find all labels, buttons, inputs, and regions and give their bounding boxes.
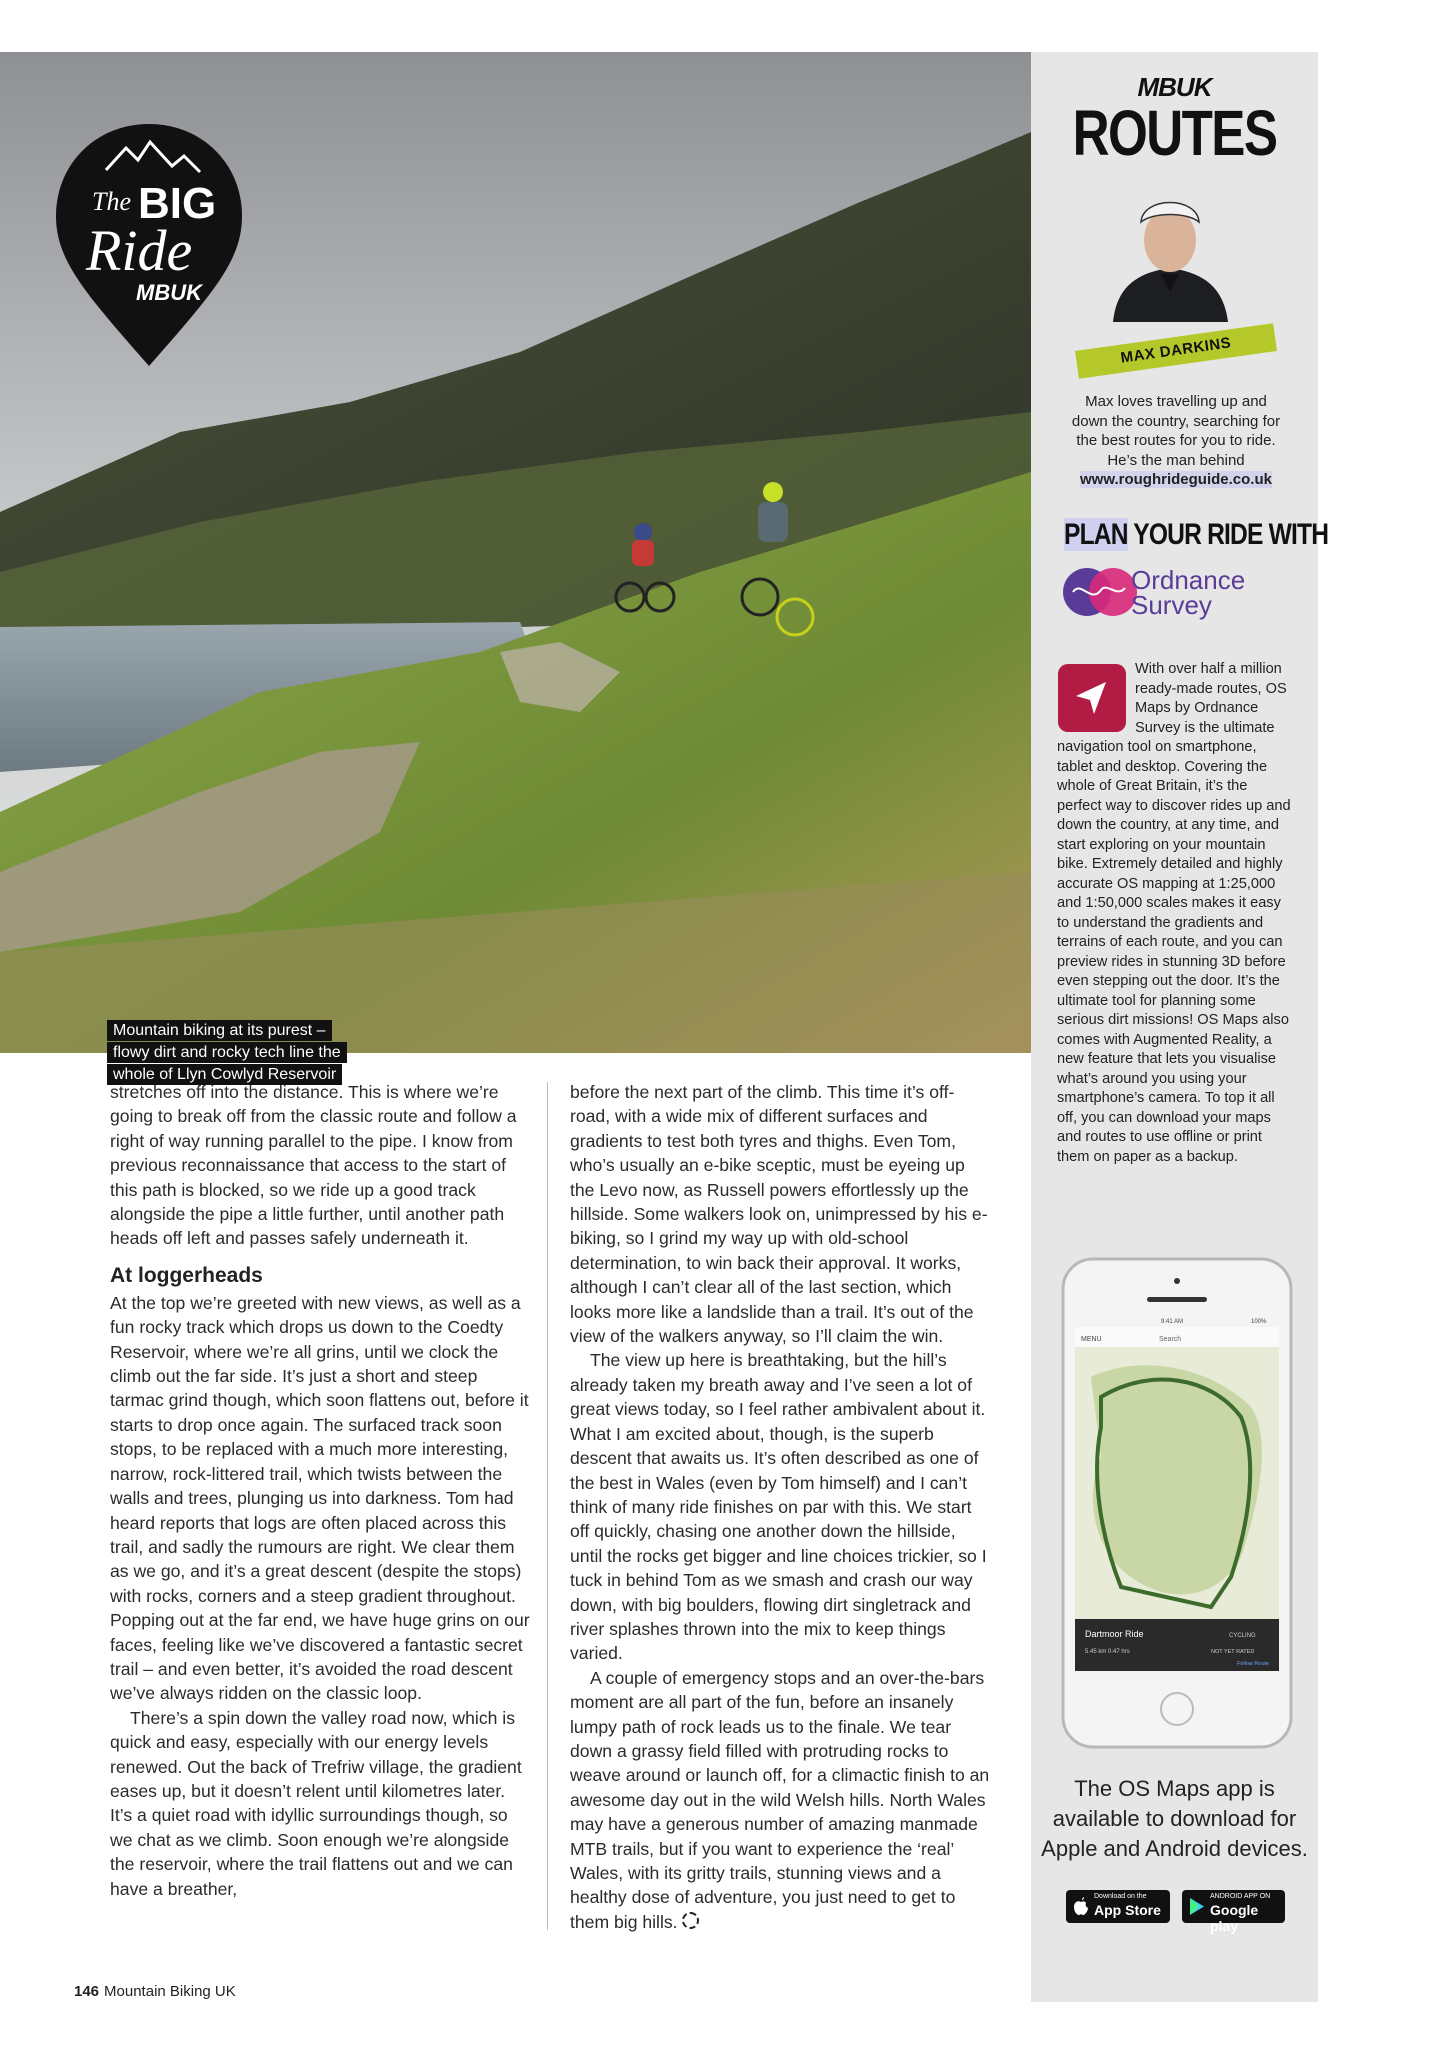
app-store-label: App Store [1094, 1902, 1161, 1918]
phone-search: Search [1159, 1336, 1182, 1343]
google-play-label: Google play [1210, 1902, 1259, 1934]
os-name-line: Ordnance [1131, 565, 1246, 595]
caption-line: flowy dirt and rocky tech line the [107, 1042, 347, 1063]
hero-photo [0, 52, 1031, 1083]
google-play-badge[interactable] [1182, 1890, 1285, 1934]
phone-rating: NOT YET RATED [1211, 1649, 1255, 1655]
os-description-text: With over half a million ready-made routes, OS Maps by Ordnance Survey is the ultimate navigation tool on smartphone, tablet and desktop. Covering the whole of Great Britain, it’s the perfect way to discover rides up and down the country, at any time, and start exploring on your mountain bike. Extremely detailed and highly accurate OS mapping at 1:25,000 and 1:50,000 scales makes it easy to understand the gradients and terrains of each route, and you can preview rides in stunning 3D before even stepping out the door. It’s the ultimate tool for planning some serious dirt missions! OS Maps also comes with Augmented Reality, a new feature that lets you visualise what’s around you using your smartphone’s camera. To top it all off, you can download your maps and routes to use offline or print them on paper as a backup. [1057, 661, 1291, 1165]
phone-route-title: Dartmoor Ride [1085, 1629, 1144, 1639]
availability-text: The OS Maps app is available to download for Apple and Android devices. [1041, 1776, 1308, 1861]
end-mark-icon [682, 1912, 699, 1929]
article-column-2 [570, 1080, 990, 1934]
author-portrait [1103, 182, 1238, 322]
ordnance-survey-name [1131, 565, 1246, 620]
paragraph: There’s a spin down the valley road now, which is quick and easy, especially with our energy levels renewed. Out the back of Trefriw village, the gradient eases up, but it doesn’t relent until kilometres later. It’s a quiet road with idyllic surroundings though, so we chat as we climb. Soon enough we’re alongside the reservoir, where the trail flattens out and we can have a breather, [110, 1707, 522, 1899]
paragraph-text: A couple of emergency stops and an over-the-bars moment are all part of the fun, before an insanely lumpy path of rock leads us to the finale. We tear down a grassy field filled with protruding rocks to weave around or launch off, for a climactic finish to an awesome day out in the wild Welsh hills. North Wales may have a generous number of amazing manmade MTB trails, but if you want to experience the ‘real’ Wales, with its gritty trails, stunning views and a healthy dose of adventure, you just need to get to them big hills. [570, 1667, 990, 1932]
author-name-strip: MAX DARKINS [1075, 323, 1277, 379]
photo-caption [107, 1020, 347, 1086]
google-play-icon [1189, 1897, 1205, 1916]
plan-highlight: PLAN [1064, 518, 1128, 551]
phone-battery: 100% [1251, 1319, 1267, 1325]
page-footer [74, 1983, 236, 2000]
svg-text:The: The [92, 187, 131, 216]
app-store-badge[interactable] [1066, 1890, 1170, 1923]
paragraph: At the top we’re greeted with new views, as well as a fun rocky track which drops us down to the Coedty Reservoir, where we’re all grins, until we clock the climb out the far side. It’s just a short and steep tarmac grind though, which soon flattens out, before it starts to drop once again. The surfaced track soon stops, to be replaced with a much more interesting, narrow, rock-littered trail, which twists between the walls and trees, plunging us into darkness. Tom had heard reports that logs are often placed across this trail, and sadly the rumours are right. We clear them as we go, and it’s a great descent (despite the stops) with rocks, corners and a steep gradient throughout. Popping out at the far end, we have huge grins on our faces, feeling like we’ve discovered a fantastic secret trail – and even better, it’s avoided the road descent we’ve always ridden on the classic loop. [110, 1292, 530, 1704]
plan-rest: YOUR RIDE WITH [1127, 518, 1329, 551]
routes-sidebar [1031, 52, 1329, 2002]
google-play-small: ANDROID APP ON [1210, 1893, 1271, 1900]
article-column-1 [110, 1080, 530, 1901]
caption-line: Mountain biking at its purest – [107, 1020, 332, 1041]
phone-menu: MENU [1081, 1336, 1102, 1343]
phone-activity: CYCLING [1229, 1633, 1256, 1639]
column-divider [547, 1082, 548, 1930]
big-ride-badge [54, 120, 244, 370]
paragraph: before the next part of the climb. This time it’s off-road, with a wide mix of different surfaces and gradients to test both tyres and thighs. Even Tom, who’s usually an e-bike sceptic, must be eyeing up the Levo now, as Russell powers effortlessly up the hillside. Some walkers look on, unimpressed by his e-biking, so I grind my way up with old-school determination, to win back their approval. It works, although I can’t clear all of the last section, which looks more like a landslide than a trail. It’s out of the view of the walkers anyway, so I’ll claim the win. [570, 1082, 988, 1347]
routes-title: ROUTES [1072, 97, 1277, 169]
section-heading: At loggerheads [110, 1263, 263, 1287]
apple-icon [1073, 1897, 1089, 1916]
app-store-small: Download on the [1094, 1893, 1147, 1900]
page-number: 146 [74, 1983, 100, 2000]
svg-text:BIG: BIG [138, 179, 217, 228]
bio-link[interactable]: www.roughrideguide.co.uk [1080, 471, 1272, 488]
os-description [1057, 660, 1293, 1167]
os-name-line: Survey [1131, 590, 1212, 620]
author-bio [1071, 392, 1281, 490]
svg-text:Ride: Ride [86, 218, 193, 283]
phone-time: 9:41 AM [1161, 1319, 1184, 1325]
paragraph-last [570, 1666, 990, 1934]
phone-route-stats: 5.45 km 0:47 hrs [1085, 1649, 1130, 1655]
svg-text:MBUK: MBUK [136, 280, 202, 305]
phone-mockup [1061, 1257, 1293, 1749]
magazine-name: Mountain Biking UK [104, 1983, 236, 2000]
mbuk-logo: MBUK [1137, 72, 1212, 102]
phone-follow-route: Follow Route [1237, 1661, 1270, 1667]
bio-text: Max loves travelling up and down the country, searching for the best routes for you to ride. He’s the man behind [1071, 393, 1281, 469]
plan-heading [1064, 518, 1328, 552]
caption-line: whole of Llyn Cowlyd Reservoir [107, 1064, 342, 1085]
os-maps-app-icon [1058, 664, 1126, 732]
paragraph: stretches off into the distance. This is where we’re going to break off from the classic route and follow a right of way running parallel to the pipe. I know from previous reconnaissance that access to the start of this path is blocked, so we ride up a good track alongside the pipe a little further, until another path heads off left and passes safely underneath it. [110, 1082, 517, 1249]
routes-logo [1031, 72, 1318, 169]
paragraph: The view up here is breathtaking, but the hill’s already taken my breath away and I’ve seen a lot of great views today, so I feel rather ambivalent about it. What I am excited about, though, is the superb descent that awaits us. It’s often described as one of the best in Wales (even by Tom himself) and I can’t think of many ride finishes on par with this. We start off quickly, chasing one another down the hillside, until the rocks get bigger and line choices trickier, so I tuck in behind Tom as we smash and crash our way down, with big boulders, flowing dirt singletrack and river splashes thrown into the mix to keep things varied. [570, 1350, 987, 1664]
